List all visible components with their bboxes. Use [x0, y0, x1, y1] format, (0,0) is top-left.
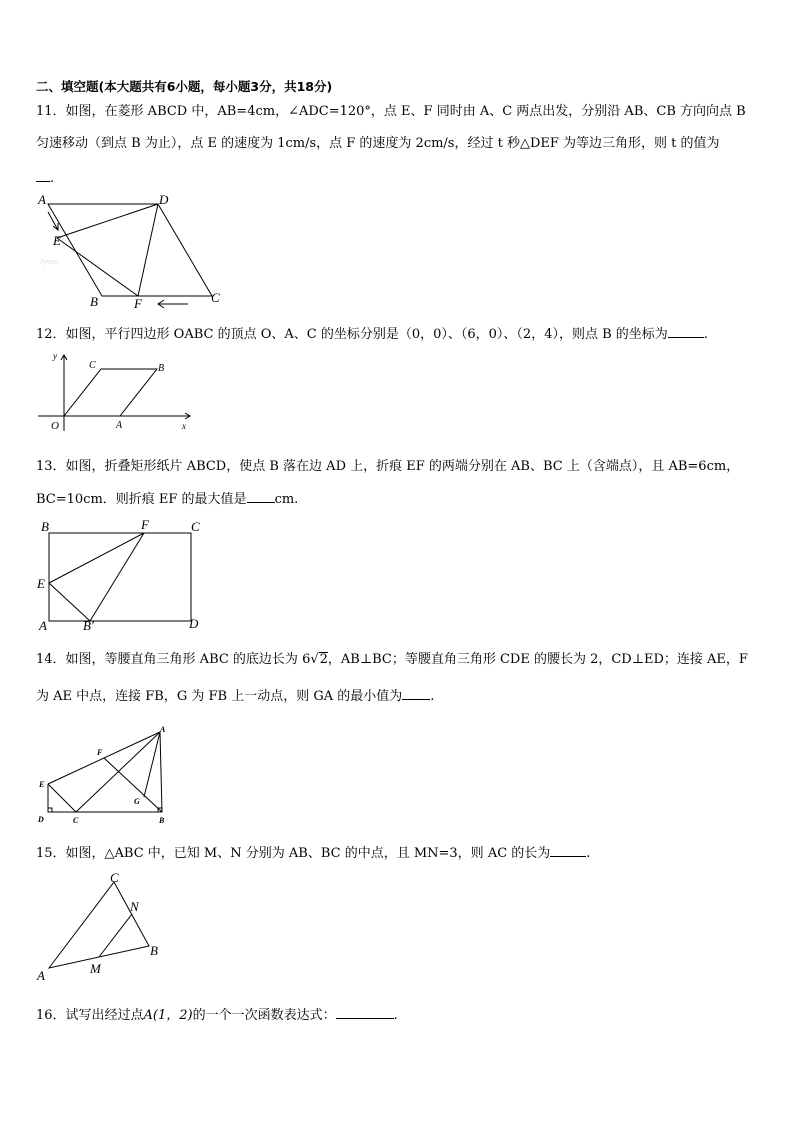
q13-text-line1: 13．如图，折叠矩形纸片 ABCD，使点 B 落在边 AD 上，折痕 EF 的两端分别在 AB、BC 上（含端点），且 AB=6cm，: [36, 459, 740, 474]
q15-answer-blank[interactable]: [550, 844, 586, 857]
q14-answer-blank[interactable]: [402, 687, 430, 700]
q14-label-E: E: [39, 780, 45, 789]
q14-label-B: B: [159, 816, 165, 825]
q12-label-x: x: [182, 421, 186, 431]
q13-rectangle-figure: [34, 514, 209, 632]
q14-label-A: A: [160, 725, 166, 734]
q11-label-E: E: [53, 233, 61, 248]
q14-question-b: ，AB⊥BC；等腰直角三角形 CDE 的腰长为 2，CD⊥ED；连接 AE，F: [327, 652, 748, 667]
q11-segment-EF: [57, 238, 138, 296]
q13-label-A: A: [39, 618, 47, 633]
q13-label-B: B: [41, 519, 49, 534]
q13-answer-blank[interactable]: [247, 490, 275, 503]
q11-arrow-e-shaft: [48, 212, 58, 230]
q14-question-c: 为 AE 中点，连接 FB，G 为 FB 上一动点，则 GA 的最小值为: [36, 689, 403, 704]
q11-rhombus: [48, 204, 212, 296]
q11-rhombus-figure: [30, 190, 230, 312]
q14-label-G: G: [134, 797, 140, 806]
q14-text-line2: [36, 687, 434, 705]
q12-text: [36, 325, 708, 343]
q12-label-C: C: [89, 360, 96, 371]
q14-label-F: F: [97, 748, 103, 757]
q16-point: A(1，2): [143, 1008, 193, 1023]
q14-label-D: D: [38, 815, 44, 824]
q14-period: .: [430, 689, 435, 704]
q13-label-D: D: [189, 616, 199, 631]
q12-label-B: B: [158, 363, 165, 374]
q16-text: [36, 1006, 398, 1024]
q14-question-a: 14．如图，等腰直角三角形 ABC 的底边长为 6: [36, 652, 311, 667]
section-title: 二、填空题(本大题共有6小题，每小题3分，共18分): [36, 79, 333, 94]
q13-segment-EB-prime: [49, 583, 90, 621]
q12-label-O: O: [51, 420, 59, 432]
q15-label-N: N: [130, 899, 139, 914]
q12-answer-blank[interactable]: [668, 325, 704, 338]
q14-label-C: C: [73, 816, 79, 825]
q14-sqrt-value: 2: [319, 652, 328, 667]
q14-segment-AG: [144, 732, 160, 797]
q15-label-B: B: [150, 943, 158, 958]
q15-label-A: A: [37, 968, 45, 983]
q14-segment-CA: [76, 732, 160, 812]
q13-unit: cm.: [274, 492, 299, 507]
q12-label-A: A: [116, 420, 123, 431]
q13-fold-EF: [49, 533, 144, 583]
q11-segment-FD: [138, 204, 158, 296]
q13-text-line2: [36, 490, 298, 508]
q15-label-M: M: [90, 961, 101, 976]
q12-label-y: y: [53, 351, 57, 361]
q15-question: 15．如图，△ABC 中，已知 M、N 分别为 AB、BC 的中点，且 MN=3，则 AC 的长为: [36, 846, 551, 861]
q13-label-B-prime: B′: [83, 618, 94, 633]
q15-text: [36, 844, 590, 862]
q12-coordinate-figure: [36, 349, 206, 435]
q11-segment-ED: [57, 204, 158, 238]
q11-label-D: D: [159, 192, 169, 207]
q16-answer-blank[interactable]: [336, 1006, 394, 1019]
q13-label-E: E: [37, 576, 45, 591]
q11-period: .: [50, 171, 55, 186]
q12-period: .: [703, 327, 708, 342]
q11-watermark: Jyeoo: [40, 257, 59, 266]
q11-label-B: B: [90, 294, 98, 309]
q13-label-C: C: [191, 519, 200, 534]
q14-triangle-figure: [34, 724, 174, 826]
q12-question: 12．如图，平行四边形 OABC 的顶点 O、A、C 的坐标分别是（0，0）、（6，0）、（2，4），则点 B 的坐标为: [36, 327, 668, 342]
q13-segment-B-prime-F: [90, 533, 144, 621]
q13-label-F: F: [141, 517, 149, 532]
q11-label-F: F: [134, 296, 142, 311]
q11-answer-line: [36, 169, 54, 187]
q14-right-angle-D: [48, 808, 52, 812]
q14-segment-AB: [160, 732, 162, 812]
q11-label-A: A: [38, 192, 46, 207]
q15-triangle-figure: [34, 866, 169, 984]
q14-text-line1: 14．如图，等腰直角三角形 ABC 的底边长为 6√2，AB⊥BC；等腰直角三角形 CDE 的腰长为 2，CD⊥ED；连接 AE，F: [36, 652, 748, 667]
q11-answer-blank[interactable]: [36, 169, 50, 182]
q16-period: .: [393, 1008, 398, 1023]
q13-rectangle: [49, 533, 191, 621]
q15-triangle-ABC: [49, 882, 149, 968]
q15-label-C: C: [110, 870, 119, 885]
q14-segment-FB: [104, 758, 162, 812]
q11-label-C: C: [211, 290, 220, 305]
q15-period: .: [586, 846, 591, 861]
q11-text-line1: 11．如图，在菱形 ABCD 中，AB=4cm，∠ADC=120°，点 E、F 同时由 A、C 两点出发，分别沿 AB、CB 方向向点 B: [36, 104, 746, 119]
q16-question-b: 的一个一次函数表达式：: [192, 1008, 336, 1023]
q11-text-line2: 匀速移动（到点 B 为止），点 E 的速度为 1cm/s，点 F 的速度为 2cm/s，经过 t 秒△DEF 为等边三角形，则 t 的值为: [36, 136, 720, 151]
q12-parallelogram: [64, 369, 157, 416]
q16-question-a: 16．试写出经过点: [36, 1008, 144, 1023]
q13-question: BC=10cm．则折痕 EF 的最大值是: [36, 492, 247, 507]
